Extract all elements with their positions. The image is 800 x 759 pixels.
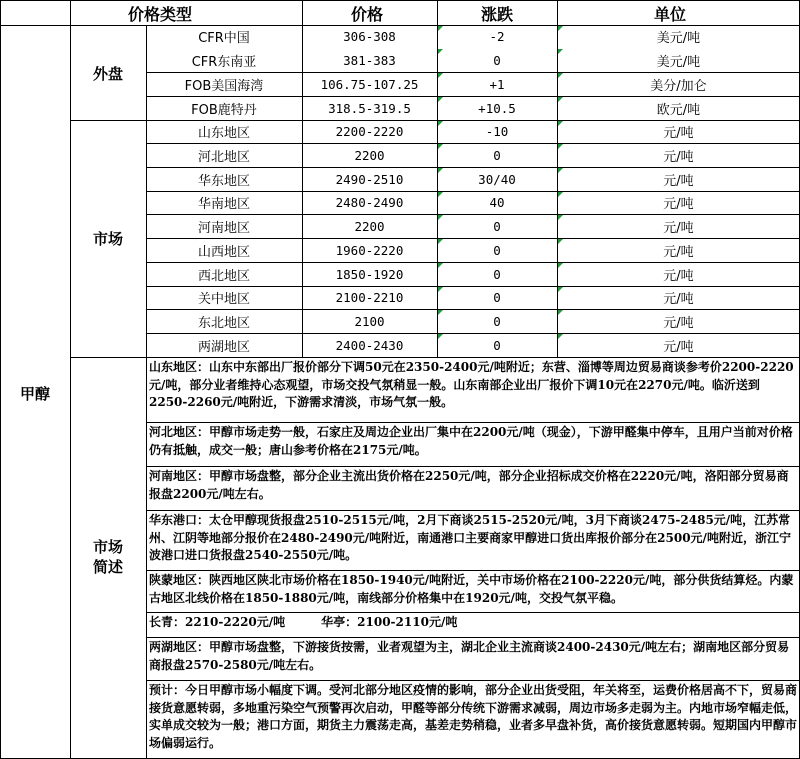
- row-change: -2: [489, 29, 505, 44]
- row-name: FOB鹿特丹: [191, 102, 257, 118]
- row-unit: 元/吨: [663, 126, 694, 141]
- cell-marker: [438, 73, 443, 78]
- row-price: 1960-2220: [335, 242, 404, 258]
- cell-marker: [438, 263, 443, 268]
- cell-marker: [438, 97, 443, 102]
- cell-marker: [438, 192, 443, 197]
- row-change: +1: [489, 76, 505, 92]
- product-name: 甲醇: [19, 384, 50, 403]
- group-market: 市场: [92, 230, 123, 248]
- row-change: 30/40: [478, 171, 516, 187]
- row-price: 318.5-319.5: [328, 100, 411, 116]
- row-change: 0: [493, 266, 501, 282]
- row-unit: 欧元/吨: [656, 102, 701, 118]
- summary-note: 河北地区：甲醇市场走势一般，石家庄及周边企业出厂集中在2200元/吨（现金），下游甲醛集中停车，且用户当前对价格仍有抵触，成交一般；唐山参考价格在2175元/吨。: [149, 425, 793, 457]
- row-change: 0: [493, 290, 501, 305]
- row-price: 2100: [354, 313, 385, 329]
- row-unit: 元/吨: [663, 244, 694, 260]
- cell-marker: [438, 239, 443, 244]
- cell-marker: [438, 49, 443, 54]
- grid-line: [146, 309, 800, 310]
- grid-line: [146, 25, 147, 759]
- grid-line: [146, 466, 800, 467]
- cell-marker: [558, 49, 563, 54]
- group-summary: 市场 简述: [92, 538, 123, 576]
- row-price: 381-383: [343, 52, 396, 68]
- grid-line: [146, 612, 800, 613]
- cell-marker: [558, 263, 563, 268]
- grid-line: [146, 96, 800, 97]
- grid-line: [70, 0, 71, 759]
- row-change: 0: [493, 218, 501, 234]
- grid-line: [0, 25, 800, 26]
- row-unit: 元/吨: [663, 315, 694, 331]
- row-change: -10: [485, 124, 509, 139]
- summary-note: 河南地区：甲醇市场盘整，部分企业主流出货价格在2250元/吨，部分企业招标成交价格在2220元/吨，洛阳部分贸易商报盘2200元/吨左右。: [149, 469, 789, 501]
- row-name: 东北地区: [197, 315, 250, 331]
- group-overseas: 外盘: [92, 64, 123, 83]
- row-name: CFR东南亚: [191, 54, 257, 70]
- row-change: 0: [493, 242, 501, 258]
- grid-line: [146, 191, 800, 192]
- row-name: 西北地区: [197, 268, 250, 284]
- row-name: FOB美国海湾: [184, 78, 264, 94]
- row-price: 2200-2220: [335, 124, 404, 139]
- row-unit: 元/吨: [663, 339, 694, 355]
- summary-note: 预计：今日甲醇市场小幅度下调。受河北部分地区疫情的影响，部分企业出货受阻，年关将至，运费价格居高不下，贸易商接货意愿转弱，多地重污染空气预警再次启动，甲醛等部分传统下游需求减弱，周边市场多走弱为主。内地市场窄幅走低，实单成交较为一般；港口方面，期货主力震荡走高，基差走势稍稳，业者多早盘补货，高价接货意愿转弱。短期国内甲醇市场偏弱运行。: [149, 683, 798, 750]
- row-change: +10.5: [478, 100, 516, 116]
- row-price: 306-308: [343, 29, 396, 44]
- grid-line: [0, 0, 800, 1]
- cell-marker: [558, 97, 563, 102]
- grid-line: [437, 0, 438, 357]
- cell-marker: [438, 215, 443, 220]
- summary-note: 陕蒙地区：陕西地区陕北市场价格在1850-1940元/吨附近，关中市场价格在2100-2220元/吨，部分供货结算烃。内蒙古地区北线价格在1850-1880元/吨，南线部分价格集中在1920元/吨，交投气氛平稳。: [149, 573, 794, 605]
- row-name: 华东地区: [197, 173, 250, 189]
- grid-line: [146, 570, 800, 571]
- grid-line: [146, 262, 800, 263]
- row-price: 2400-2430: [335, 337, 404, 353]
- row-name: 关中地区: [197, 292, 250, 307]
- cell-marker: [438, 287, 443, 292]
- grid-line: [146, 680, 800, 681]
- row-name: 河北地区: [197, 149, 250, 165]
- row-price: 1850-1920: [335, 266, 404, 282]
- row-change: 40: [489, 195, 505, 210]
- cell-marker: [558, 310, 563, 315]
- grid-line: [146, 637, 800, 638]
- row-unit: 美元/吨: [656, 31, 701, 46]
- row-unit: 元/吨: [663, 173, 694, 189]
- grid-line: [146, 214, 800, 215]
- row-price: 2100-2210: [335, 290, 404, 305]
- cell-marker: [558, 192, 563, 197]
- cell-marker: [558, 334, 563, 339]
- cell-marker: [438, 26, 443, 31]
- grid-line: [146, 72, 800, 73]
- row-price: 2480-2490: [335, 195, 404, 210]
- header-price: 价格: [350, 4, 383, 23]
- grid-line: [146, 510, 800, 511]
- row-unit: 元/吨: [663, 197, 694, 212]
- cell-marker: [558, 215, 563, 220]
- row-name: 河南地区: [197, 220, 250, 236]
- row-name: 华南地区: [197, 197, 250, 212]
- cell-marker: [558, 73, 563, 78]
- grid-line: [146, 167, 800, 168]
- grid-line: [146, 333, 800, 334]
- summary-note: 华东港口：太仓甲醇现货报盘2510-2515元/吨，2月下商谈2515-2520元/吨，3月下商谈2475-2485元/吨，江苏常州、江阴等地部分报价在2480-2490元/吨附近，南通港口主要商家甲醇进口货出库报价部分在2500元/吨附近，浙江宁波港口进口货报盘2540-2550元/吨。: [149, 513, 791, 562]
- summary-note: 山东地区：山东中东部出厂报价部分下调50元在2350-2400元/吨附近；东营、淄博等周边贸易商谈参考价2200-2220元/吨，部分业者维持心态观望，市场交投气氛稍显一般。山东南部企业出厂报价下调10元在2270元/吨。临沂送到2250-2260元/吨附近，下游需求清淡，市场气氛一般。: [149, 360, 794, 409]
- grid-line: [146, 238, 800, 239]
- header-unit: 单位: [653, 4, 686, 23]
- row-name: CFR中国: [198, 31, 250, 46]
- cell-marker: [558, 287, 563, 292]
- row-unit: 元/吨: [663, 292, 694, 307]
- cell-marker: [438, 334, 443, 339]
- grid-line: [146, 143, 800, 144]
- header-price-type: 价格类型: [127, 4, 192, 23]
- row-price: 2490-2510: [335, 171, 404, 187]
- row-price: 2200: [354, 218, 385, 234]
- header-change: 涨跌: [480, 4, 513, 23]
- summary-note: 长青：2210-2220元/吨 华亭：2100-2110元/吨: [149, 615, 458, 629]
- summary-note: 两湖地区：甲醇市场盘整，下游接货按需，业者观望为主，湖北企业主流商谈2400-2430元/吨左右；湖南地区部分贸易商报盘2570-2580元/吨左右。: [149, 640, 790, 672]
- cell-marker: [558, 144, 563, 149]
- row-unit: 美元/吨: [656, 54, 701, 70]
- grid-line: [557, 0, 558, 357]
- cell-marker: [438, 168, 443, 173]
- row-unit: 元/吨: [663, 149, 694, 165]
- grid-line: [0, 0, 1, 759]
- row-price: 106.75-107.25: [320, 76, 419, 92]
- row-change: 0: [493, 52, 501, 68]
- cell-marker: [438, 121, 443, 126]
- row-unit: 美分/加仑: [650, 78, 707, 94]
- cell-marker: [558, 239, 563, 244]
- row-unit: 元/吨: [663, 220, 694, 236]
- grid-line: [70, 120, 800, 121]
- grid-line: [146, 286, 800, 287]
- row-change: 0: [493, 147, 501, 163]
- cell-marker: [558, 168, 563, 173]
- row-name: 两湖地区: [197, 339, 250, 355]
- cell-marker: [438, 310, 443, 315]
- grid-line: [146, 422, 800, 423]
- row-unit: 元/吨: [663, 268, 694, 284]
- row-name: 山西地区: [197, 244, 250, 260]
- row-name: 山东地区: [197, 126, 250, 141]
- grid-line: [70, 357, 800, 358]
- row-change: 0: [493, 313, 501, 329]
- grid-line: [302, 0, 303, 357]
- cell-marker: [558, 26, 563, 31]
- row-price: 2200: [354, 147, 385, 163]
- row-change: 0: [493, 337, 501, 353]
- cell-marker: [558, 121, 563, 126]
- cell-marker: [438, 144, 443, 149]
